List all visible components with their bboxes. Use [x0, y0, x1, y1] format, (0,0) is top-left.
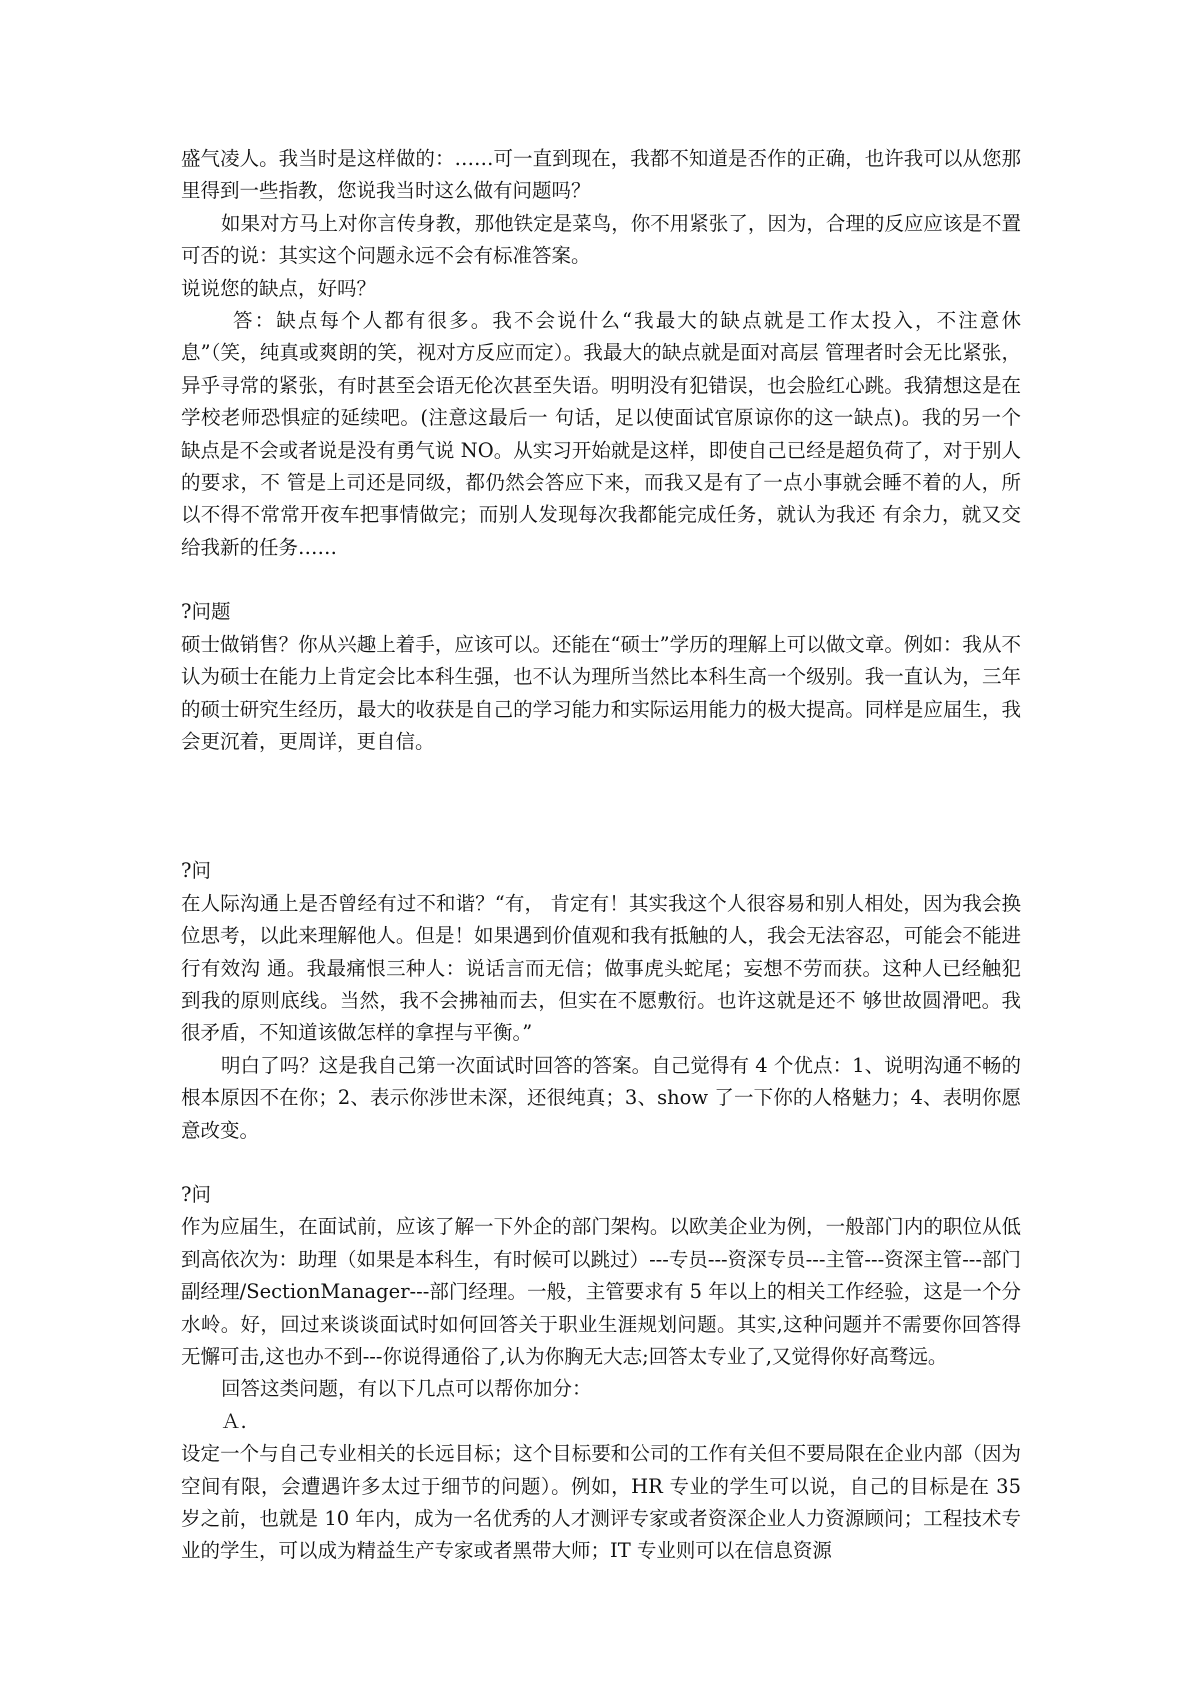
- spacer: [181, 1147, 1021, 1179]
- paragraph-continuation: 盛气凌人。我当时是这样做的：……可一直到现在，我都不知道是否作的正确，也许我可以从您那里得到一些指教，您说我当时这么做有问题吗？: [181, 147, 1021, 203]
- paragraph-reaction: 如果对方马上对你言传身教，那他铁定是菜鸟，你不用紧张了，因为，合理的反应应该是不置可否的说：其实这个问题永远不会有标准答案。: [181, 211, 1021, 268]
- list-marker-a: Ａ.: [221, 1409, 247, 1433]
- spacer: [181, 564, 1021, 596]
- question-heading-weakness: 说说您的缺点，好吗？: [181, 276, 377, 300]
- paragraph-answer-weakness: 答：缺点每个人都有很多。我不会说什么“我最大的缺点就是工作太投入，不注意休息”（笑，纯真或爽朗的笑，视对方反应而定）。我最大的缺点就是面对高层 管理者时会无比紧张，异乎寻常的紧张，有时甚至会语无伦次甚至失语。明明没有犯错误，也会脸红心跳。我猜想这是在学校老师恐惧症的延续吧。(注意这最后一 句话，足以使面试官原谅你的这一缺点)。我的另一个缺点是不会或者说是没有勇气说 NO。从实习开始就是这样，即使自己已经是超负荷了，对于别人的要求，不 管是上司还是同级，都仍然会答应下来，而我又是有了一点小事就会睡不着的人，所以不得不常常开夜车把事情做完；而别人发现每次我都能完成任务，就认为我还 有余力，就又交给我新的任务……: [181, 309, 1021, 559]
- document-body: [181, 143, 1021, 1568]
- question-label: ?问题: [181, 600, 231, 624]
- paragraph-master-sales: 硕士做销售？你从兴趣上着手，应该可以。还能在“硕士”学历的理解上可以做文章。例如：我从不认为硕士在能力上肯定会比本科生强，也不认为理所当然比本科生高一个级别。我一直认为，三年的硕士研究生经历，最大的收获是自己的学习能力和实际运用能力的极大提高。同样是应届生，我会更沉着，更周详，更自信。: [181, 632, 1021, 753]
- paragraph-career-structure: 作为应届生，在面试前，应该了解一下外企的部门架构。以欧美企业为例，一般部门内的职位从低到高依次为：助理（如果是本科生，有时候可以跳过）---专员---资深专员---主管---资深主管---部门副经理/SectionManager---部门经理。一般，主管要求有 5 年以上的相关工作经验，这是一个分水岭。好，回过来谈谈面试时如何回答关于职业生涯规划问题。其实,这种问题并不需要你回答得无懈可击,这也办不到---你说得通俗了,认为你胸无大志;回答太专业了,又觉得你好高骛远。: [181, 1215, 1021, 1368]
- paragraph-communication: 在人际沟通上是否曾经有过不和谐？“有， 肯定有！其实我这个人很容易和别人相处，因为我会换位思考，以此来理解他人。但是！如果遇到价值观和我有抵触的人，我会无法容忍，可能会不能进行有效沟 通。我最痛恨三种人：说话言而无信；做事虎头蛇尾；妄想不劳而获。这种人已经触犯到我的原则底线。当然，我不会拂袖而去，但实在不愿敷衍。也许这就是还不 够世故圆滑吧。我很矛盾，不知道该做怎样的拿捏与平衡。”: [181, 891, 1021, 1045]
- paragraph-explanation: 明白了吗？这是我自己第一次面试时回答的答案。自己觉得有 4 个优点：1、说明沟通不畅的根本原因不在你；2、表示你涉世未深，还很纯真；3、show 了一下你的人格魅力；4、表明你愿意改变。: [181, 1053, 1021, 1142]
- spacer: [181, 758, 1021, 855]
- question-label: ?问: [181, 859, 211, 883]
- paragraph-long-term-goal: 设定一个与自己专业相关的长远目标；这个目标要和公司的工作有关但不要局限在企业内部（因为空间有限，会遭遇许多太过于细节的问题）。例如，HR 专业的学生可以说，自己的目标是在 35 岁之前，也就是 10 年内，成为一名优秀的人才测评专家或者资深企业人力资源顾问；工程技术专业的学生，可以成为精益生产专家或者黑带大师；IT 专业则可以在信息资源: [181, 1442, 1021, 1563]
- question-label: ?问: [181, 1182, 211, 1206]
- paragraph-bonus-points: 回答这类问题，有以下几点可以帮你加分：: [221, 1377, 592, 1401]
